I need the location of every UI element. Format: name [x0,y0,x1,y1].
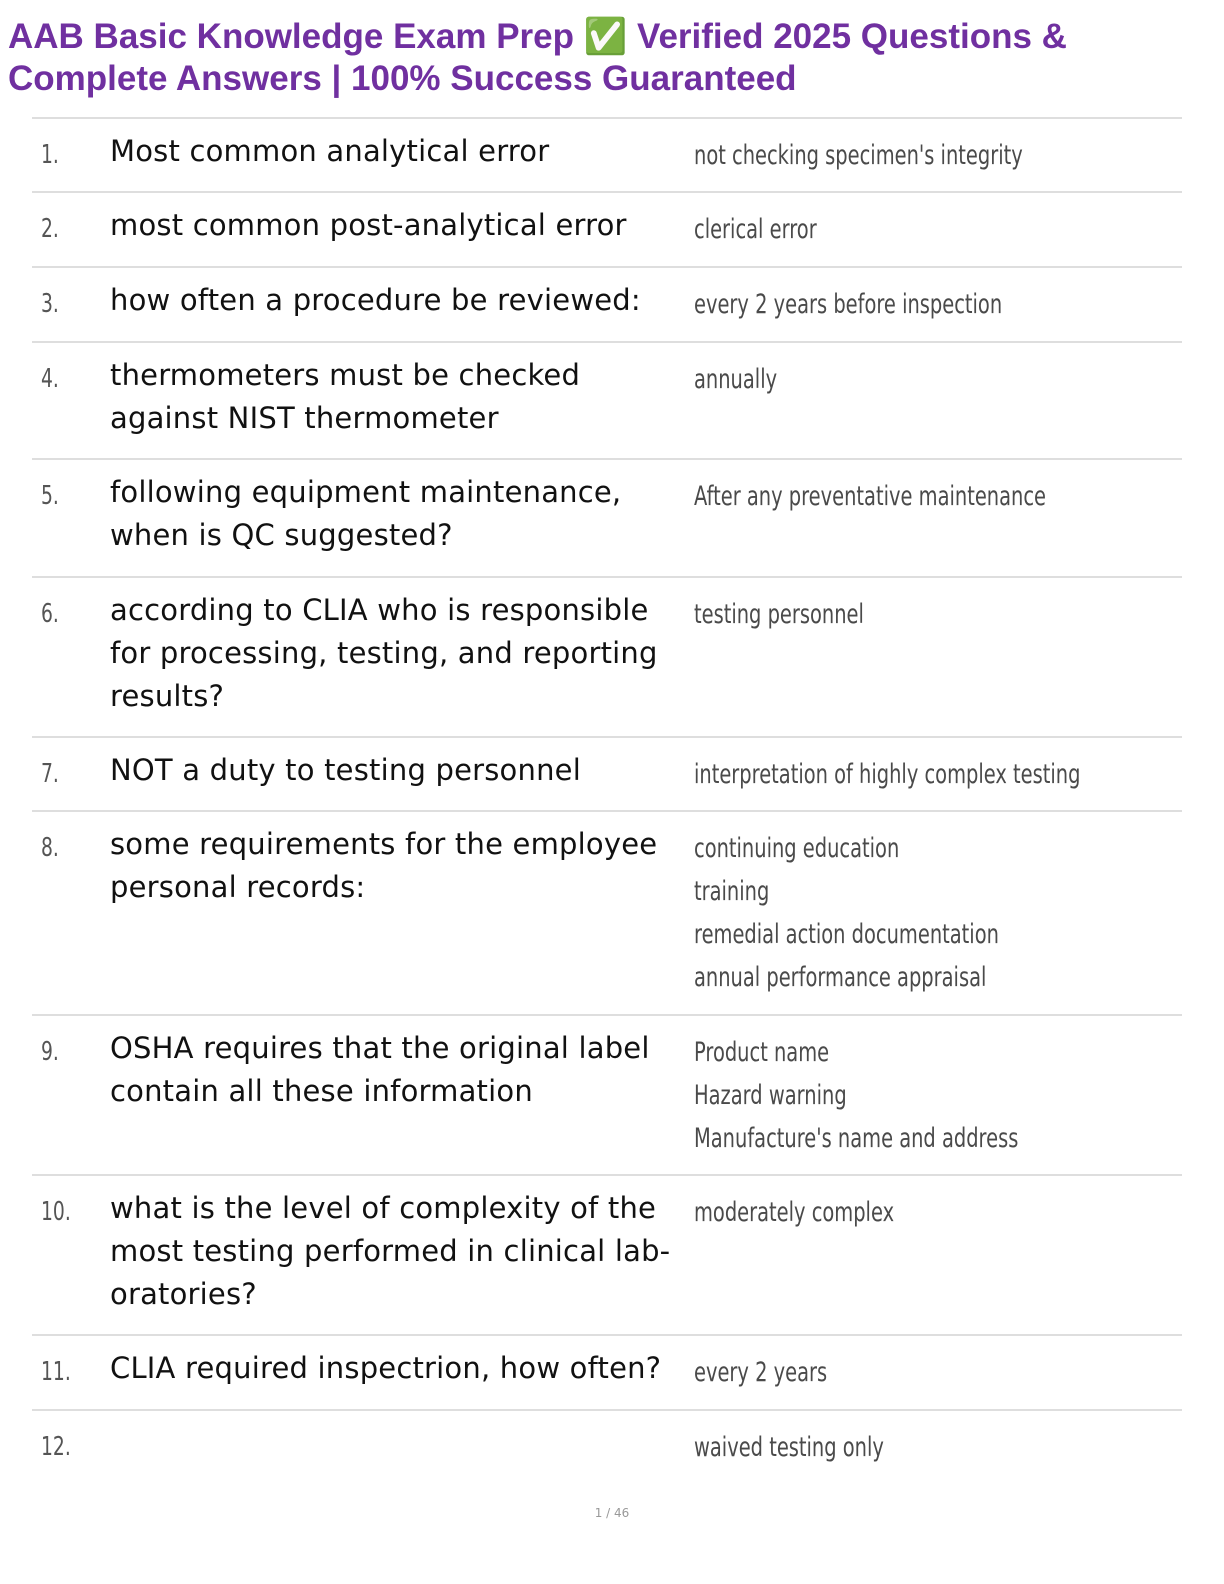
qa-table [32,117,1182,1485]
answer-line: After any preventative maintenance [694,481,1046,512]
qa-row [32,578,1182,738]
answer-line: annual performance appraisal [694,962,987,993]
answer-line: not checking specimen's integrity [694,140,1023,171]
question-term: some requirements for the employee personal records: [110,827,658,904]
question-term: most common post-analytical error [110,208,627,242]
answer-line: continuing education [694,833,900,864]
answer-definition [694,753,1155,796]
answer-line: Manufacture's name and address [694,1123,1019,1154]
qa-row [32,1336,1182,1411]
answer-definition [694,208,1155,251]
answer-definition [694,283,1155,326]
item-number: 10. [41,1197,71,1227]
page-counter: 1 / 46 [594,1506,630,1520]
item-number: 11. [41,1357,71,1387]
question-term: following equipment maintenance, when is QC suggested? [110,475,622,552]
item-number: 1. [41,140,59,170]
item-number: 9. [41,1037,59,1067]
question-term: how often a procedure be reviewed: [110,283,641,317]
qa-row [32,738,1182,812]
answer-definition [694,134,1155,177]
item-number: 7. [41,759,59,789]
answer-line: Hazard warning [694,1080,847,1111]
item-number: 8. [41,833,59,863]
answer-line: Product name [694,1037,830,1068]
answer-line: testing personnel [694,599,864,630]
answer-definition [694,593,1155,636]
answer-line: remedial action documentation [694,919,999,950]
qa-row [32,268,1182,343]
qa-row [32,1176,1182,1336]
question-term: OSHA requires that the original label contain all these information [110,1031,650,1108]
question-term: Most common analytical error [110,134,550,168]
item-number: 12. [41,1432,71,1462]
qa-row [32,1016,1182,1176]
answer-definition [694,1351,1155,1394]
answer-line: every 2 years [694,1357,828,1388]
qa-row [32,812,1182,1016]
item-number: 3. [41,289,59,319]
qa-row [32,193,1182,268]
item-number: 2. [41,214,59,244]
item-number: 4. [41,364,59,394]
answer-line: clerical error [694,214,817,245]
answer-definition [694,1031,1155,1160]
document-title: AAB Basic Knowledge Exam Prep ✅ Verified 2025 Questions & Complete Answers | 100% Success Guaranteed [8,17,1067,98]
question-term: CLIA required inspectrion, how often? [110,1351,662,1385]
question-term: thermometers must be checked against NIST thermometer [110,358,581,435]
answer-line: interpretation of highly complex testing [694,759,1081,790]
answer-line: every 2 years before inspection [694,289,1003,320]
question-term: what is the level of complexity of the most testing performed in clinical lab-oratories? [110,1191,671,1311]
answer-line: waived testing only [694,1432,884,1463]
qa-row [32,343,1182,460]
answer-definition [694,358,1155,401]
answer-line: training [694,876,770,907]
answer-definition [694,475,1155,518]
qa-row [32,1411,1182,1485]
qa-row [32,119,1182,193]
answer-definition [694,1426,1155,1469]
qa-row [32,460,1182,578]
item-number: 5. [41,481,59,511]
answer-definition [694,827,1155,999]
question-term: NOT a duty to testing personnel [110,753,581,787]
answer-definition [694,1191,1155,1234]
question-term: according to CLIA who is responsible for processing, testing, and reporting results? [110,593,658,713]
answer-line: moderately complex [694,1197,895,1228]
item-number: 6. [41,599,59,629]
answer-line: annually [694,364,778,395]
